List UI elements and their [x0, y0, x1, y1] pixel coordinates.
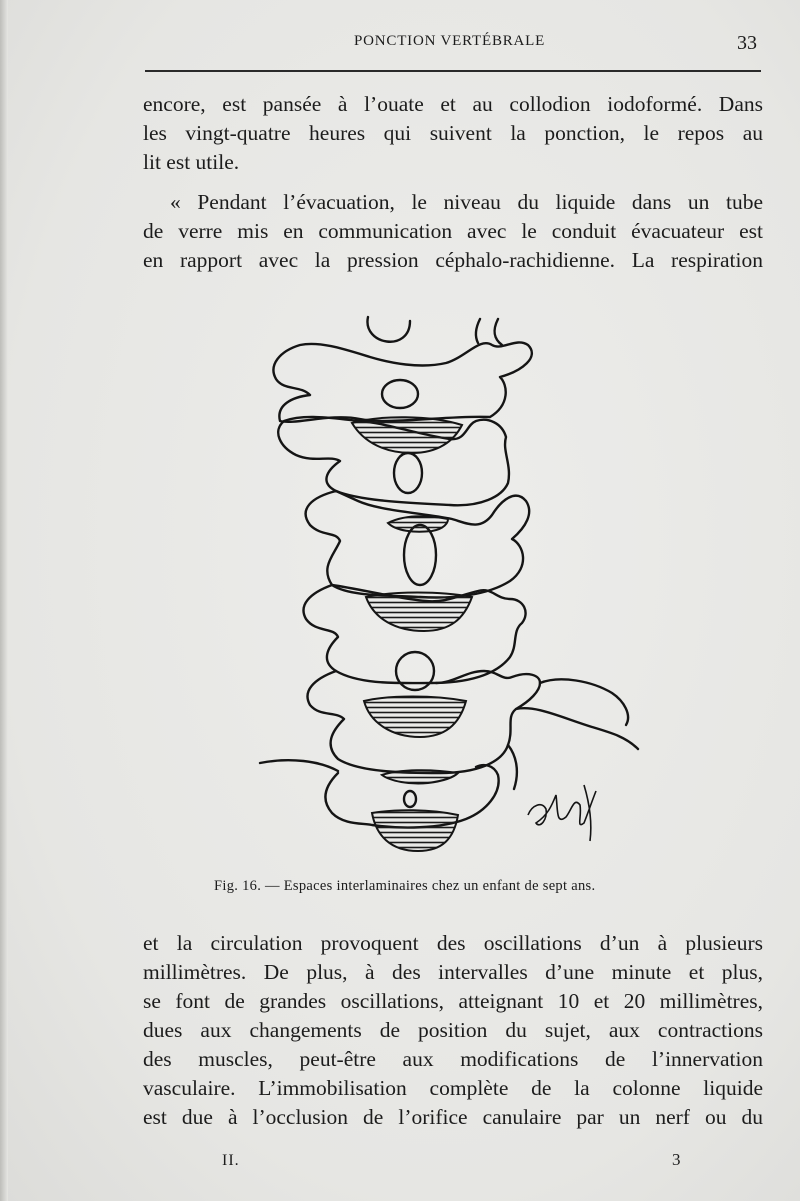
paragraph-2 — [143, 188, 763, 275]
text-line: « Pendant l’évacuation, le niveau du liquide dans un tube — [170, 190, 763, 214]
vertebra-3 — [306, 491, 530, 597]
text-line: lit est utile. — [143, 150, 240, 174]
running-title: PONCTION VERTÉBRALE — [354, 33, 546, 49]
text-line: est due à l’occlusion de l’orifice canulaire par un nerf ou du — [143, 1105, 763, 1129]
text-line: en rapport avec la pression céphalo-rachidienne. La respiration — [143, 248, 763, 272]
foramen-3 — [404, 525, 436, 585]
text-line: se font de grandes oscillations, atteignant 10 et 20 millimètres, — [143, 989, 763, 1013]
text-line: millimètres. De plus, à des intervalles d’une minute et plus, — [143, 960, 763, 984]
figure-spine-illustration — [240, 305, 660, 865]
paragraph-3 — [143, 929, 763, 1132]
atlas-arc — [367, 317, 410, 342]
text-line: de verre mis en communication avec le conduit évacuateur est — [143, 219, 763, 243]
text-line: des muscles, peut-être aux modifications de l’innervation — [143, 1047, 763, 1071]
hatched-space-3 — [366, 593, 472, 632]
spine-drawing — [240, 305, 660, 865]
text-line: les vingt-quatre heures qui suivent la ponction, le repos au — [143, 121, 763, 145]
text-line: dues aux changements de position du sujet, aux contractions — [143, 1018, 763, 1042]
foramen-5 — [404, 791, 416, 807]
hatched-space-6 — [372, 810, 458, 851]
hatched-space-5 — [382, 770, 458, 783]
text-line: encore, est pansée à l’ouate et au collodion iodoformé. Dans — [143, 92, 763, 116]
text-line: et la circulation provoquent des oscillations d’un à plusieurs — [143, 931, 763, 955]
hatched-space-4 — [364, 697, 466, 738]
signature-mark: II. — [222, 1152, 240, 1169]
vertebra-5 — [308, 671, 638, 773]
header-rule — [145, 70, 761, 72]
illustrator-signature — [528, 785, 596, 841]
vertebra-1 — [273, 342, 531, 421]
foramen-2 — [394, 453, 422, 493]
page-header — [0, 0, 800, 80]
rib-line-left — [260, 760, 338, 771]
paragraph-1 — [143, 90, 763, 177]
foramen-4 — [396, 652, 434, 690]
page-number: 33 — [737, 32, 757, 54]
hatched-space-2 — [388, 516, 448, 531]
foramen-1 — [382, 380, 418, 408]
figure-caption: Fig. 16. — Espaces interlaminaires chez un enfant de sept ans. — [214, 878, 596, 894]
sheet-number: 3 — [672, 1150, 681, 1169]
text-line: vasculaire. L’immobilisation complète de la colonne liquide — [143, 1076, 763, 1100]
page-edge-shadow — [0, 0, 8, 1201]
rib-line-right — [540, 679, 628, 725]
dens-mark — [476, 319, 480, 343]
hatched-space-1 — [352, 417, 462, 453]
